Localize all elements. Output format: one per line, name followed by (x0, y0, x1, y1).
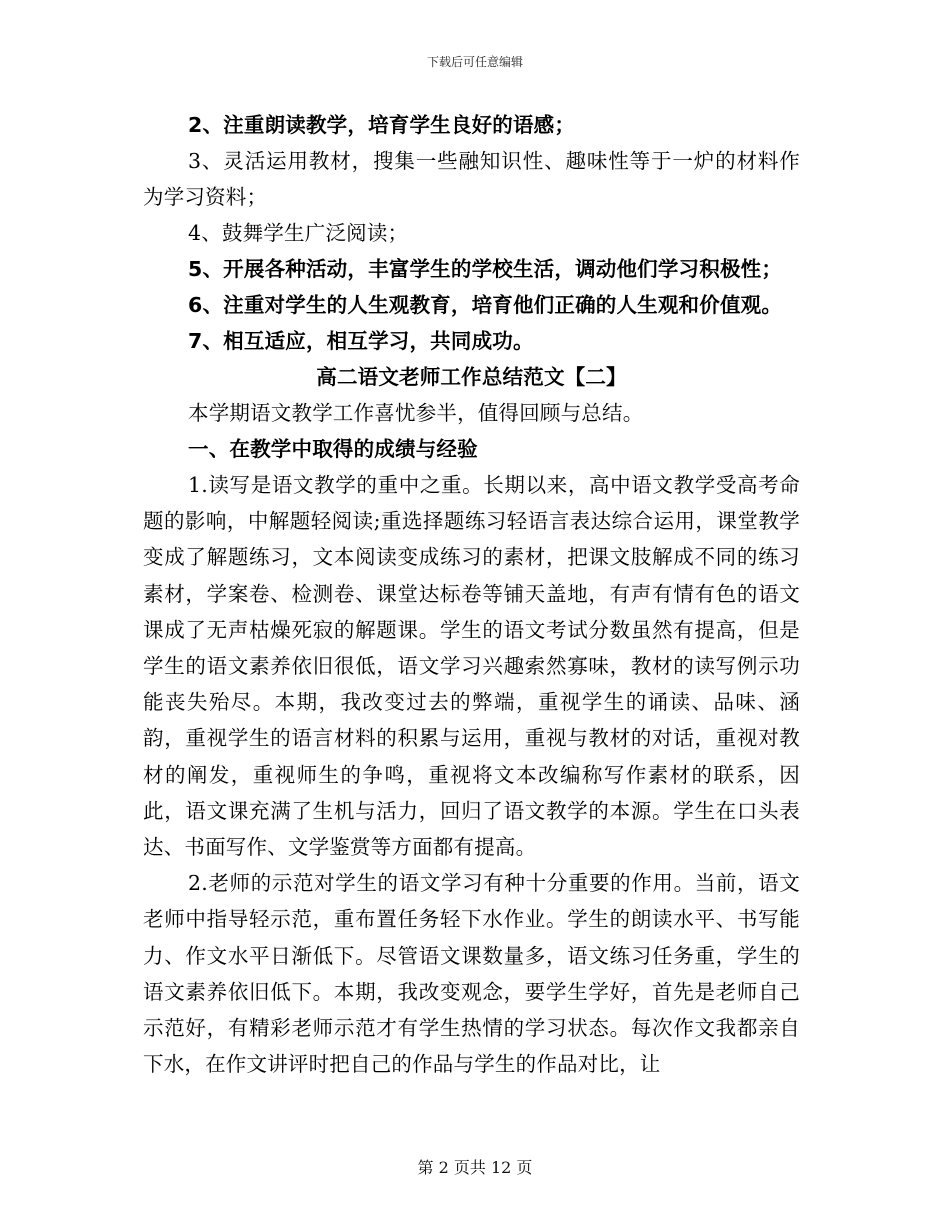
page-footer: 第 2 页共 12 页 (417, 1158, 533, 1177)
subheading: 一、在教学中取得的成绩与经验 (188, 437, 478, 461)
list-item-3: 3、灵活运用教材，搜集一些融知识性、趣味性等于一炉的材料作为学习资料； (143, 149, 800, 209)
intro-paragraph: 本学期语文教学工作喜忧参半，值得回顾与总结。 (188, 401, 644, 425)
list-item-6: 6、注重对学生的人生观教育，培育他们正确的人生观和价值观。 (188, 293, 783, 317)
page-header: 下载后可任意编辑 (426, 55, 523, 69)
list-item-4: 4、鼓舞学生广泛阅读； (188, 221, 409, 245)
paragraph-1: 1.读写是语文教学的重中之重。长期以来，高中语文教学受高考命题的影响，中解题轻阅读;重选择题练习轻语言表达综合运用，课堂教学变成了解题练习，文本阅读变成练习的素材，把课文肢解成不同的练习素材，学案卷、检测卷、课堂达标卷等铺天盖地，有声有情有色的语文课成了无声枯燥死寂的解题课。学生的语文考试分数虽然有提高，但是学生的语文素养依旧很低，语文学习兴趣索然寡味，教材的读写例示功能丧失殆尽。本期，我改变过去的弊端，重视学生的诵读、品味、涵韵，重视学生的语言材料的积累与运用，重视与教材的对话，重视对教材的阐发，重视师生的争鸣，重视将文本改编称写作素材的联系，因此，语文课充满了生机与活力，回归了语文教学的本源。学生在口头表达、书面写作、文学鉴赏等方面都有提高。 (143, 473, 800, 860)
document-body (143, 107, 800, 1082)
paragraph-2: 2.老师的示范对学生的语文学习有种十分重要的作用。当前，语文老师中指导轻示范，重布置任务轻下水作业。学生的朗读水平、书写能力、作文水平日渐低下。尽管语文课数量多，语文练习任务重，学生的语文素养依旧低下。本期，我改变观念，要学生学好，首先是老师自己示范好，有精彩老师示范才有学生热情的学习状态。每次作文我都亲自下水，在作文讲评时把自己的作品与学生的作品对比，让 (143, 871, 800, 1077)
section-title: 高二语文老师工作总结范文【二】 (316, 365, 627, 389)
list-item-5: 5、开展各种活动，丰富学生的学校生活，调动他们学习积极性； (188, 257, 783, 281)
list-item-2: 2、注重朗读教学，培育学生良好的语感； (188, 113, 576, 137)
list-item-7: 7、相互适应，相互学习，共同成功。 (188, 329, 534, 353)
